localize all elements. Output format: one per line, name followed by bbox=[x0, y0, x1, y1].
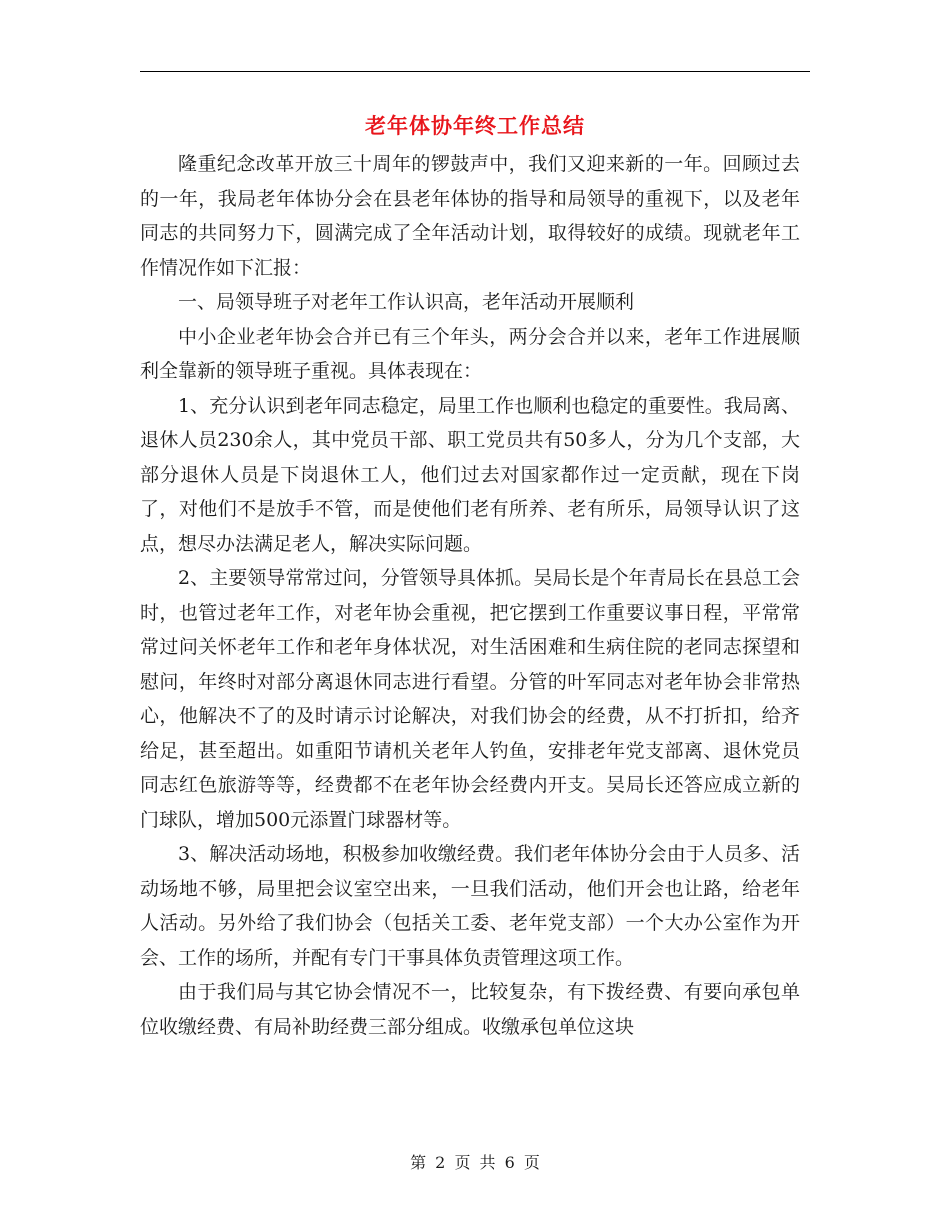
paragraph-intro: 隆重纪念改革开放三十周年的锣鼓声中，我们又迎来新的一年。回顾过去的一年，我局老年体协分会在县老年体协的指导和局领导的重视下，以及老年同志的共同努力下，圆满完成了全年活动计划，取得较好的成绩。现就老年工作情况作如下汇报： bbox=[140, 153, 800, 279]
paragraph-item-2: 2、主要领导常常过问，分管领导具体抓。吴局长是个年青局长在县总工会时，也管过老年工作，对老年协会重视，把它摆到工作重要议事日程，平常常常过问关怀老年工作和老年身体状况，对生活困难和生病住院的老同志探望和慰问，年终时对部分离退休同志进行看望。分管的叶军同志对老年协会非常热心，他解决不了的及时请示讨论解决，对我们协会的经费，从不打折扣，给齐给足，甚至超出。如重阳节请机关老年人钓鱼，安排老年党支部离、退休党员同志红色旅游等等，经费都不在老年协会经费内开支。吴局长还答应成立新的门球队，增加500元添置门球器材等。 bbox=[140, 567, 800, 831]
page-number-footer: 第 2 页 共 6 页 bbox=[410, 1153, 540, 1172]
paragraph-item-3: 3、解决活动场地，积极参加收缴经费。我们老年体协分会由于人员多、活动场地不够，局里把会议室空出来，一旦我们活动，他们开会也让路，给老年人活动。另外给了我们协会（包括关工委、老年党支部）一个大办公室作为开会、工作的场所，并配有专门干事具体负责管理这项工作。 bbox=[140, 843, 800, 969]
document-body bbox=[140, 147, 800, 1044]
header-rule bbox=[140, 71, 810, 72]
paragraph-funding: 由于我们局与其它协会情况不一，比较复杂，有下拨经费、有要向承包单位收缴经费、有局补助经费三部分组成。收缴承包单位这块 bbox=[140, 981, 800, 1038]
paragraph-section-1-intro: 中小企业老年协会合并已有三个年头，两分会合并以来，老年工作进展顺利全靠新的领导班子重视。具体表现在： bbox=[140, 325, 800, 382]
section-heading-1: 一、局领导班子对老年工作认识高，老年活动开展顺利 bbox=[178, 291, 635, 313]
document-title: 老年体协年终工作总结 bbox=[365, 113, 585, 138]
paragraph-item-1: 1、充分认识到老年同志稳定，局里工作也顺利也稳定的重要性。我局离、退休人员230余人，其中党员干部、职工党员共有50多人，分为几个支部，大部分退休人员是下岗退休工人，他们过去对国家都作过一定贡献，现在下岗了，对他们不是放手不管，而是使他们老有所养、老有所乐，局领导认识了这点，想尽办法满足老人，解决实际问题。 bbox=[140, 394, 800, 555]
